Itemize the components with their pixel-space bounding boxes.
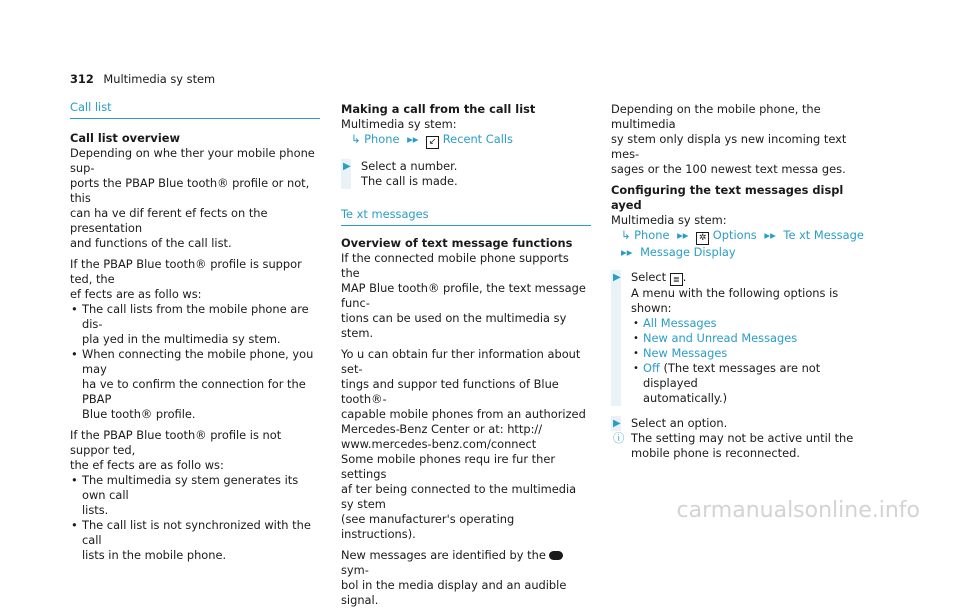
call-list-overview-heading: Call list overview <box>70 131 180 145</box>
list-item: • All Messages <box>633 316 717 330</box>
page-header <box>70 72 215 87</box>
gear-icon: ✲ <box>696 232 709 245</box>
path-chevron-icon: ▸▸ <box>407 132 419 146</box>
menu-path <box>611 228 871 245</box>
path-chevron-icon: ▸▸ <box>677 228 689 242</box>
column-1 <box>70 100 320 563</box>
menu-path-line2 <box>611 245 871 260</box>
note: ⓘ The setting may not be active until the mobile phone is reconnected. <box>613 431 854 460</box>
paragraph: If the connected mobile phone supports the MAP Blue tooth® profile, the text message func‐ tions can be used on the multimedia sy stem. <box>341 251 586 340</box>
path-arrow-icon: ↳ <box>351 132 361 146</box>
list-item: • Off (The text messages are not displayed automatically.) <box>633 361 821 405</box>
section-name: Multimedia sy stem <box>103 72 216 86</box>
column-2 <box>341 102 591 608</box>
paragraph: New messages are identified by the sym‐ bol in the media display and an audible signal. <box>341 548 567 607</box>
column-3 <box>611 102 871 461</box>
step-item: ▶ Select a number. The call is made. <box>343 159 458 188</box>
paragraph: Depending on whe ther your mobile phone sup‐ ports the PBAP Blue tooth® profile or not, this can ha ve dif ferent ef fects on the presentation and functions of the call list. <box>70 146 315 250</box>
multimedia-system-label: Multimedia sy stem: <box>341 117 457 131</box>
path-phone: Phone <box>364 132 400 146</box>
message-symbol-icon <box>549 551 563 560</box>
step-arrow-icon: ▶ <box>343 161 351 172</box>
config-heading: Configuring the text messages displ ayed <box>611 183 844 212</box>
path-chevron-icon: ▸▸ <box>621 245 633 259</box>
list-item: • The multimedia sy stem generates its own call lists. <box>71 473 299 517</box>
paragraph: Yo u can obtain fur ther information about set‐ tings and suppor ted functions of Blue tooth®- capable mobile phones from an authorized Mercedes-Benz Center or at: http:// www.mercedes-benz.com/connect <box>341 347 586 451</box>
path-options: Options <box>712 228 757 242</box>
path-phone: Phone <box>634 228 670 242</box>
step-arrow-icon: ▶ <box>613 272 621 283</box>
making-call-heading: Making a call from the call list <box>341 102 536 116</box>
list-item: • New Messages <box>633 346 728 360</box>
path-text-message: Te xt Message <box>783 228 864 242</box>
step-block <box>611 270 871 406</box>
paragraph: If the PBAP Blue tooth® profile is suppor ted, the ef fects are as follo ws: <box>70 257 302 301</box>
paragraph: If the PBAP Blue tooth® profile is not suppor ted, the ef fects are as follo ws: <box>70 428 282 472</box>
path-message-display: Message Display <box>640 245 736 259</box>
section-title-call-list: Call list <box>70 100 320 119</box>
watermark: carmanualsonline.info <box>676 498 920 523</box>
paragraph: Depending on the mobile phone, the multimedia sy stem only displa ys new incoming text mes‐ sages or the 100 newest text messa ges. <box>611 102 847 176</box>
menu-icon: ≣ <box>670 273 683 286</box>
menu-path <box>341 132 591 149</box>
path-recent-calls: Recent Calls <box>442 132 513 146</box>
list-item: • When connecting the mobile phone, you may ha ve to confirm the connection for the PBAP Blue tooth® profile. <box>71 347 314 421</box>
overview-text-message-heading: Overview of text message functions <box>341 236 573 250</box>
recent-calls-icon: ↙ <box>426 136 439 149</box>
step-item: ▶ Select ≣ . A menu with the following options is shown: <box>613 270 839 315</box>
step-item: ▶ Select an option. <box>613 416 728 430</box>
multimedia-system-label: Multimedia sy stem: <box>611 213 727 227</box>
path-arrow-icon: ↳ <box>621 228 631 242</box>
info-icon: ⓘ <box>613 431 625 445</box>
path-chevron-icon: ▸▸ <box>764 228 776 242</box>
step-block <box>611 416 871 431</box>
list-item: • The call list is not synchronized with the call lists in the mobile phone. <box>71 518 311 562</box>
step-arrow-icon: ▶ <box>613 418 621 429</box>
list-item: • The call lists from the mobile phone are dis‐ pla yed in the multimedia sy stem. <box>71 302 309 346</box>
step-block <box>341 159 591 189</box>
page-number: 312 <box>70 72 94 86</box>
paragraph: Some mobile phones requ ire fur ther settings af ter being connected to the multimedia sy stem (see manufacturer's operating instructions). <box>341 452 577 541</box>
section-title-text-messages: Te xt messages <box>341 207 591 226</box>
list-item: • New and Unread Messages <box>633 331 798 345</box>
